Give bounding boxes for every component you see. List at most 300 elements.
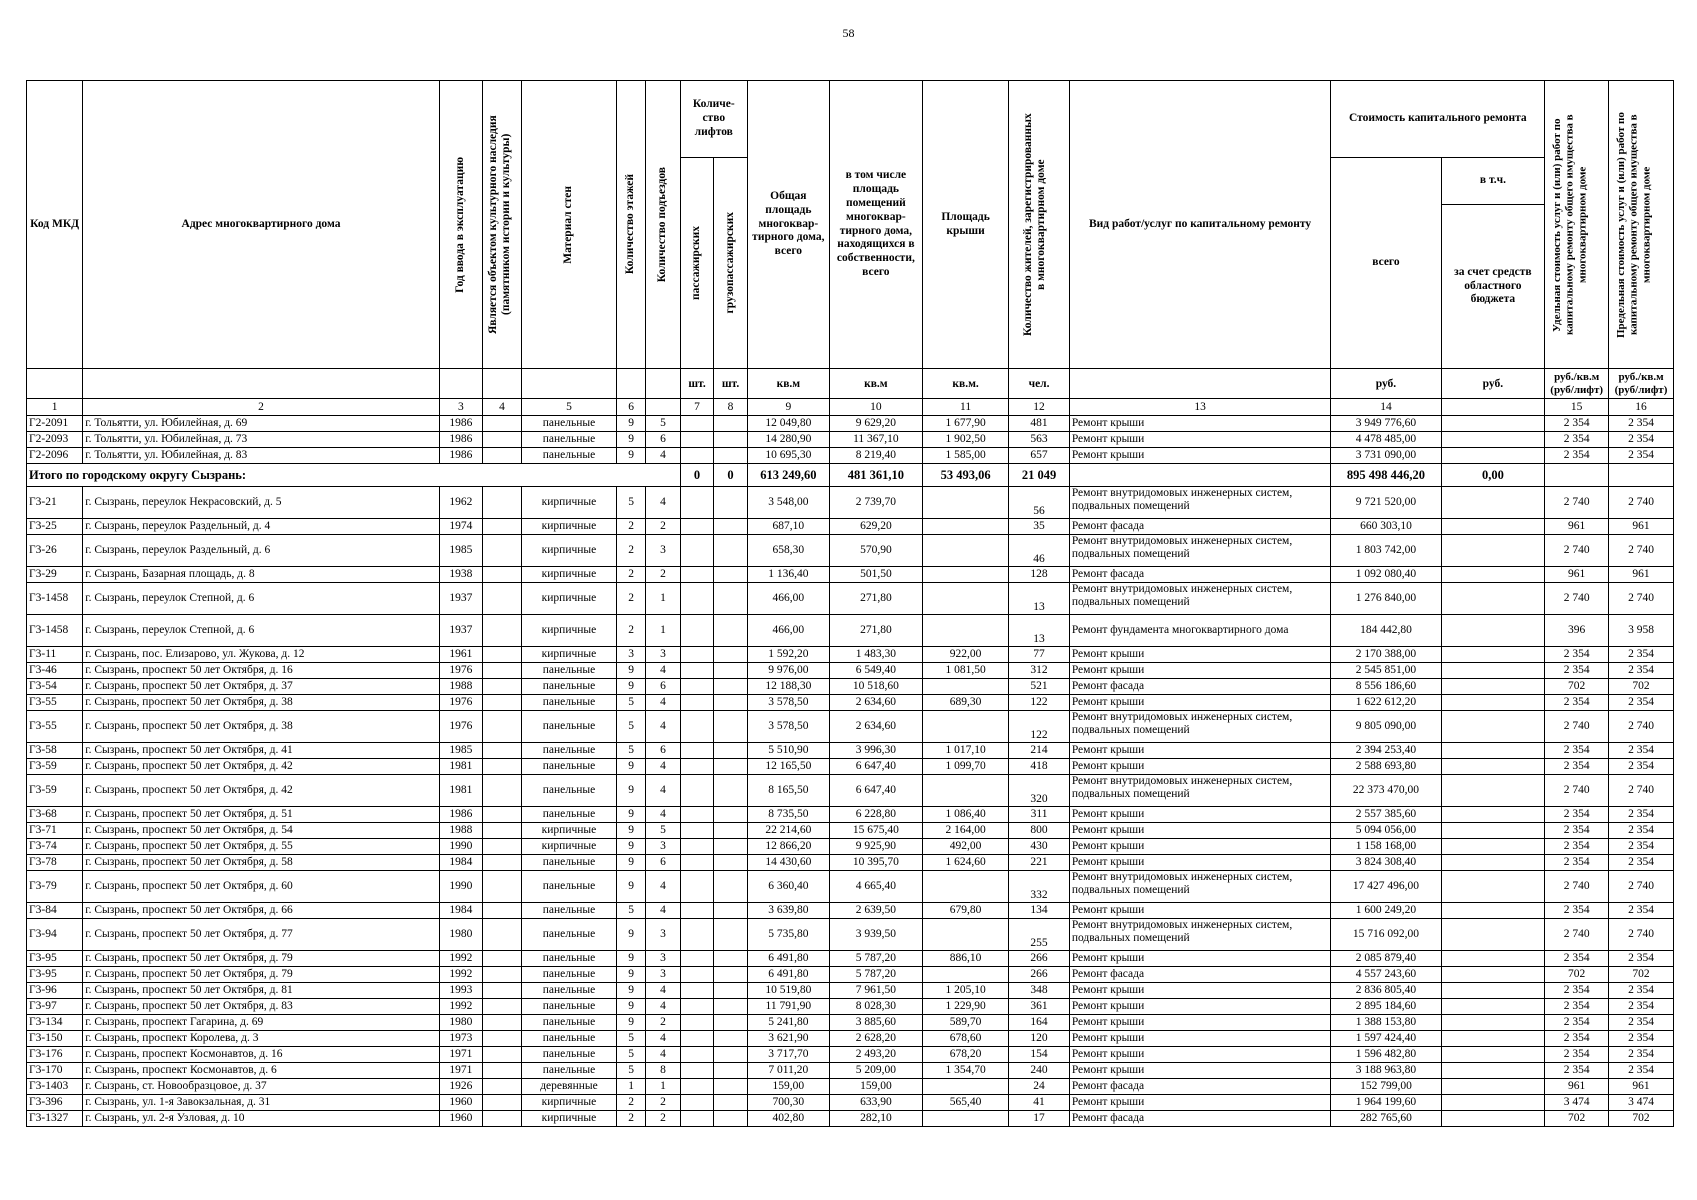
cell-cost: 1 276 840,00 — [1331, 583, 1441, 615]
cell-entrances: 4 — [646, 983, 681, 999]
total-residents: 21 049 — [1009, 464, 1070, 487]
cell-unit-cost: 2 354 — [1545, 903, 1609, 919]
cell-year: 1976 — [439, 695, 482, 711]
cell-code: Г3-11 — [27, 647, 83, 663]
cell-address: г. Сызрань, проспект 50 лет Октября, д. 38 — [83, 695, 440, 711]
cell-cost: 1 964 199,60 — [1331, 1095, 1441, 1111]
cell-max-cost: 2 354 — [1609, 1031, 1674, 1047]
cell-entrances: 4 — [646, 448, 681, 464]
table-row — [27, 1079, 1674, 1095]
cell-total-area: 22 214,60 — [747, 823, 829, 839]
cell-unit-cost: 2 354 — [1545, 663, 1609, 679]
cell-year: 1937 — [439, 583, 482, 615]
cell-owned-area: 8 219,40 — [829, 448, 922, 464]
cell-entrances: 1 — [646, 583, 681, 615]
cell-regional — [1441, 432, 1545, 448]
cell-year: 1988 — [439, 823, 482, 839]
cell-code: Г3-84 — [27, 903, 83, 919]
cell-floors: 2 — [617, 615, 646, 647]
cell-unit-cost: 2 354 — [1545, 999, 1609, 1015]
cell-elev-cargo — [714, 839, 748, 855]
cell-total-area: 10 695,30 — [747, 448, 829, 464]
cell-address: г. Сызрань, Базарная площадь, д. 8 — [83, 567, 440, 583]
cell-residents: 134 — [1009, 903, 1070, 919]
header-address: Адрес многоквартирного дома — [83, 81, 440, 369]
cell-address: г. Сызрань, проспект 50 лет Октября, д. 42 — [83, 775, 440, 807]
cell-address: г. Сызрань, проспект 50 лет Октября, д. 60 — [83, 871, 440, 903]
cell-total-area: 12 188,30 — [747, 679, 829, 695]
cell-unit-cost: 2 354 — [1545, 448, 1609, 464]
cell-unit-cost: 2 354 — [1545, 759, 1609, 775]
cell-regional — [1441, 535, 1545, 567]
cell-cost: 2 557 385,60 — [1331, 807, 1441, 823]
cell-elev-pass — [680, 999, 714, 1015]
header-year: Год ввода в эксплуатацию — [439, 81, 482, 369]
cell-owned-area: 570,90 — [829, 535, 922, 567]
cell-material: панельные — [521, 416, 616, 432]
cell-unit-cost: 961 — [1545, 567, 1609, 583]
cell-floors: 2 — [617, 535, 646, 567]
cell-elev-cargo — [714, 1079, 748, 1095]
cell-elev-pass — [680, 416, 714, 432]
cell-material: панельные — [521, 775, 616, 807]
cell-owned-area: 2 628,20 — [829, 1031, 922, 1047]
cell-material: панельные — [521, 1031, 616, 1047]
cell-heritage — [483, 999, 522, 1015]
cell-residents: 13 — [1009, 615, 1070, 647]
header-cost: Стоимость капитального ремонта — [1331, 81, 1545, 158]
cell-residents: 122 — [1009, 711, 1070, 743]
table-row — [27, 663, 1674, 679]
cell-residents: 13 — [1009, 583, 1070, 615]
cell-residents: 240 — [1009, 1063, 1070, 1079]
cell-address: г. Сызрань, проспект Королева, д. 3 — [83, 1031, 440, 1047]
cell-entrances: 4 — [646, 663, 681, 679]
cell-max-cost: 2 354 — [1609, 416, 1674, 432]
cell-regional — [1441, 743, 1545, 759]
cell-work-type: Ремонт фасада — [1069, 567, 1331, 583]
cell-material: кирпичные — [521, 839, 616, 855]
cell-unit-cost: 2 354 — [1545, 1047, 1609, 1063]
cell-floors: 9 — [617, 855, 646, 871]
cell-elev-cargo — [714, 823, 748, 839]
cell-elev-cargo — [714, 487, 748, 519]
cell-regional — [1441, 1095, 1545, 1111]
cell-max-cost: 2 354 — [1609, 983, 1674, 999]
cell-floors: 5 — [617, 695, 646, 711]
cell-roof-area: 1 081,50 — [922, 663, 1008, 679]
cell-cost: 9 805 090,00 — [1331, 711, 1441, 743]
cell-material: кирпичные — [521, 567, 616, 583]
cell-regional — [1441, 416, 1545, 432]
cell-owned-area: 5 787,20 — [829, 967, 922, 983]
cell-max-cost: 2 354 — [1609, 759, 1674, 775]
cell-floors: 9 — [617, 999, 646, 1015]
cell-entrances: 6 — [646, 743, 681, 759]
cell-heritage — [483, 1047, 522, 1063]
cell-owned-area: 8 028,30 — [829, 999, 922, 1015]
cell-total-area: 10 519,80 — [747, 983, 829, 999]
table-row — [27, 432, 1674, 448]
cell-owned-area: 6 549,40 — [829, 663, 922, 679]
cell-regional — [1441, 567, 1545, 583]
cell-material: кирпичные — [521, 487, 616, 519]
cell-elev-cargo — [714, 448, 748, 464]
table-row — [27, 999, 1674, 1015]
cell-elev-cargo — [714, 807, 748, 823]
cell-material: кирпичные — [521, 1095, 616, 1111]
cell-max-cost: 2 354 — [1609, 999, 1674, 1015]
unit-sqm: кв.м. — [922, 369, 1008, 399]
cell-total-area: 6 360,40 — [747, 871, 829, 903]
cell-unit-cost: 2 354 — [1545, 432, 1609, 448]
cell-elev-pass — [680, 448, 714, 464]
cell-year: 1992 — [439, 967, 482, 983]
header-entrances: Количество подъездов — [646, 81, 681, 369]
cell-address: г. Сызрань, проспект 50 лет Октября, д. 81 — [83, 983, 440, 999]
unit-pcs: шт. — [714, 369, 748, 399]
cell-elev-pass — [680, 1095, 714, 1111]
cell-unit-cost: 2 354 — [1545, 855, 1609, 871]
cell-floors: 2 — [617, 519, 646, 535]
cell-cost: 1 158 168,00 — [1331, 839, 1441, 855]
cell-owned-area: 271,80 — [829, 583, 922, 615]
cell-code: Г3-55 — [27, 711, 83, 743]
cell-elev-pass — [680, 903, 714, 919]
cell-total-area: 14 430,60 — [747, 855, 829, 871]
table-row — [27, 1111, 1674, 1127]
cell-work-type: Ремонт крыши — [1069, 1031, 1331, 1047]
cell-year: 1992 — [439, 999, 482, 1015]
cell-code: Г3-95 — [27, 967, 83, 983]
cell-max-cost: 2 354 — [1609, 432, 1674, 448]
cell-roof-area: 678,20 — [922, 1047, 1008, 1063]
cell-roof-area: 589,70 — [922, 1015, 1008, 1031]
cell-material: панельные — [521, 711, 616, 743]
cell-residents: 348 — [1009, 983, 1070, 999]
cell-address: г. Сызрань, проспект 50 лет Октября, д. 42 — [83, 759, 440, 775]
cell-max-cost: 2 740 — [1609, 487, 1674, 519]
cell-regional — [1441, 807, 1545, 823]
cell-max-cost: 2 354 — [1609, 663, 1674, 679]
cell-floors: 5 — [617, 711, 646, 743]
cell-residents: 46 — [1009, 535, 1070, 567]
header-total-area: Общая площадь многоквар-тирного дома, всего — [747, 81, 829, 369]
table-row — [27, 567, 1674, 583]
header-work-type: Вид работ/услуг по капитальному ремонту — [1069, 81, 1331, 369]
page-number: 58 — [842, 26, 855, 40]
cell-work-type: Ремонт фасада — [1069, 1111, 1331, 1127]
cell-owned-area: 5 209,00 — [829, 1063, 922, 1079]
cell-heritage — [483, 583, 522, 615]
cell-total-area: 6 491,80 — [747, 967, 829, 983]
table-row — [27, 1015, 1674, 1031]
cell-work-type: Ремонт крыши — [1069, 807, 1331, 823]
cell-code: Г3-97 — [27, 999, 83, 1015]
header-cost-total: всего — [1331, 158, 1441, 369]
cell-code: Г3-170 — [27, 1063, 83, 1079]
cell-total-area: 12 866,20 — [747, 839, 829, 855]
cell-year: 1986 — [439, 432, 482, 448]
cell-elev-cargo — [714, 1111, 748, 1127]
cell-elev-pass — [680, 983, 714, 999]
capital-repair-table — [26, 80, 1674, 1127]
cell-regional — [1441, 1047, 1545, 1063]
cell-heritage — [483, 615, 522, 647]
cell-address: г. Сызрань, ул. 2-я Узловая, д. 10 — [83, 1111, 440, 1127]
cell-total-area: 11 791,90 — [747, 999, 829, 1015]
header-unit-cost: Удельная стоимость услуг и (или) работ по капитальному ремонту общего имущества в многоквартирном доме — [1545, 81, 1609, 369]
cell-heritage — [483, 903, 522, 919]
cell-code: Г2-2091 — [27, 416, 83, 432]
cell-total-area: 5 735,80 — [747, 919, 829, 951]
cell-material: кирпичные — [521, 647, 616, 663]
cell-residents: 332 — [1009, 871, 1070, 903]
cell-residents: 657 — [1009, 448, 1070, 464]
cell-heritage — [483, 1031, 522, 1047]
cell-material: панельные — [521, 967, 616, 983]
cell-max-cost: 3 958 — [1609, 615, 1674, 647]
cell-material: панельные — [521, 983, 616, 999]
cell-elev-cargo — [714, 1031, 748, 1047]
table-row — [27, 967, 1674, 983]
cell-max-cost: 2 740 — [1609, 583, 1674, 615]
cell-regional — [1441, 583, 1545, 615]
header-material: Материал стен — [521, 81, 616, 369]
column-number — [646, 399, 681, 416]
cell-cost: 9 721 520,00 — [1331, 487, 1441, 519]
cell-work-type: Ремонт фасада — [1069, 679, 1331, 695]
cell-cost: 1 600 249,20 — [1331, 903, 1441, 919]
column-number: 14 — [1331, 399, 1441, 416]
table-body-top — [27, 416, 1674, 464]
table-row — [27, 855, 1674, 871]
cell-elev-pass — [680, 951, 714, 967]
cell-code: Г3-150 — [27, 1031, 83, 1047]
cell-total-area: 6 491,80 — [747, 951, 829, 967]
cell-floors: 2 — [617, 567, 646, 583]
cell-floors: 9 — [617, 1015, 646, 1031]
cell-elev-pass — [680, 1047, 714, 1063]
column-number: 15 — [1545, 399, 1609, 416]
cell-regional — [1441, 871, 1545, 903]
column-number — [1441, 399, 1545, 416]
cell-elev-pass — [680, 871, 714, 903]
cell-year: 1976 — [439, 711, 482, 743]
unit-people: чел. — [1009, 369, 1070, 399]
cell-year: 1973 — [439, 1031, 482, 1047]
unit-rub: руб. — [1441, 369, 1545, 399]
cell-floors: 1 — [617, 1079, 646, 1095]
column-number: 5 — [521, 399, 616, 416]
column-number: 7 — [680, 399, 714, 416]
cell-heritage — [483, 1095, 522, 1111]
cell-cost: 3 188 963,80 — [1331, 1063, 1441, 1079]
cell-roof-area — [922, 519, 1008, 535]
cell-floors: 3 — [617, 647, 646, 663]
cell-unit-cost: 2 740 — [1545, 535, 1609, 567]
cell-heritage — [483, 663, 522, 679]
unit-rub: руб. — [1331, 369, 1441, 399]
total-section — [27, 464, 1674, 487]
cell-roof-area: 1 017,10 — [922, 743, 1008, 759]
cell-entrances: 5 — [646, 416, 681, 432]
table-row — [27, 647, 1674, 663]
cell-code: Г3-95 — [27, 951, 83, 967]
cell-elev-pass — [680, 807, 714, 823]
cell-elev-pass — [680, 775, 714, 807]
cell-elev-cargo — [714, 967, 748, 983]
cell-elev-cargo — [714, 871, 748, 903]
cell-heritage — [483, 535, 522, 567]
cell-residents: 56 — [1009, 487, 1070, 519]
cell-roof-area — [922, 919, 1008, 951]
cell-unit-cost: 961 — [1545, 1079, 1609, 1095]
cell-year: 1993 — [439, 983, 482, 999]
cell-work-type: Ремонт крыши — [1069, 695, 1331, 711]
cell-elev-pass — [680, 711, 714, 743]
cell-entrances: 6 — [646, 432, 681, 448]
cell-material: кирпичные — [521, 823, 616, 839]
cell-total-area: 5 241,80 — [747, 1015, 829, 1031]
cell-cost: 1 622 612,20 — [1331, 695, 1441, 711]
cell-heritage — [483, 487, 522, 519]
cell-total-area: 687,10 — [747, 519, 829, 535]
cell-elev-cargo — [714, 1063, 748, 1079]
cell-residents: 320 — [1009, 775, 1070, 807]
cell-elev-pass — [680, 855, 714, 871]
unit-rub-sqm: руб./кв.м (руб/лифт) — [1545, 369, 1609, 399]
cell-roof-area — [922, 775, 1008, 807]
table-row — [27, 839, 1674, 855]
cell-elev-cargo — [714, 567, 748, 583]
cell-address: г. Сызрань, проспект 50 лет Октября, д. 79 — [83, 967, 440, 983]
cell-elev-cargo — [714, 711, 748, 743]
unit-rub-sqm: руб./кв.м (руб/лифт) — [1609, 369, 1674, 399]
cell-elev-cargo — [714, 743, 748, 759]
cell-work-type: Ремонт крыши — [1069, 743, 1331, 759]
column-number: 9 — [747, 399, 829, 416]
unit-sqm: кв.м — [829, 369, 922, 399]
cell-address: г. Сызрань, пос. Елизарово, ул. Жукова, д. 12 — [83, 647, 440, 663]
column-number: 4 — [483, 399, 522, 416]
table-row — [27, 919, 1674, 951]
cell-max-cost: 702 — [1609, 679, 1674, 695]
cell-elev-pass — [680, 919, 714, 951]
cell-entrances: 4 — [646, 1047, 681, 1063]
cell-address: г. Сызрань, проспект 50 лет Октября, д. 83 — [83, 999, 440, 1015]
cell-floors: 9 — [617, 807, 646, 823]
cell-entrances: 4 — [646, 999, 681, 1015]
cell-regional — [1441, 1111, 1545, 1127]
cell-regional — [1441, 951, 1545, 967]
cell-work-type: Ремонт крыши — [1069, 1015, 1331, 1031]
cell-work-type: Ремонт внутридомовых инженерных систем, подвальных помещений — [1069, 775, 1331, 807]
cell-residents: 266 — [1009, 967, 1070, 983]
cell-roof-area: 1 099,70 — [922, 759, 1008, 775]
cell-heritage — [483, 1015, 522, 1031]
cell-work-type: Ремонт крыши — [1069, 823, 1331, 839]
cell-work-type: Ремонт фасада — [1069, 519, 1331, 535]
cell-cost: 22 373 470,00 — [1331, 775, 1441, 807]
cell-roof-area — [922, 567, 1008, 583]
cell-residents: 563 — [1009, 432, 1070, 448]
cell-elev-pass — [680, 615, 714, 647]
cell-elev-cargo — [714, 663, 748, 679]
cell-roof-area: 678,60 — [922, 1031, 1008, 1047]
cell-material: панельные — [521, 871, 616, 903]
cell-max-cost: 2 740 — [1609, 871, 1674, 903]
table-row — [27, 416, 1674, 432]
column-numbers-row — [27, 399, 1674, 416]
cell-floors: 5 — [617, 1031, 646, 1047]
cell-total-area: 1 136,40 — [747, 567, 829, 583]
cell-material: панельные — [521, 1063, 616, 1079]
cell-year: 1986 — [439, 807, 482, 823]
table-header — [27, 81, 1674, 416]
cell-code: Г2-2096 — [27, 448, 83, 464]
cell-entrances: 3 — [646, 951, 681, 967]
total-roof: 53 493,06 — [922, 464, 1008, 487]
cell-heritage — [483, 432, 522, 448]
cell-entrances: 8 — [646, 1063, 681, 1079]
cell-floors: 9 — [617, 759, 646, 775]
cell-code: Г3-176 — [27, 1047, 83, 1063]
cell-cost: 2 895 184,60 — [1331, 999, 1441, 1015]
cell-max-cost: 2 354 — [1609, 1063, 1674, 1079]
header-elev-cargo: грузопассажирских — [714, 158, 748, 369]
cell-address: г. Сызрань, ст. Новообразцовое, д. 37 — [83, 1079, 440, 1095]
cell-floors: 9 — [617, 679, 646, 695]
cell-elev-pass — [680, 583, 714, 615]
cell-residents: 481 — [1009, 416, 1070, 432]
table-row — [27, 823, 1674, 839]
cell-unit-cost: 2 740 — [1545, 583, 1609, 615]
cell-cost: 1 803 742,00 — [1331, 535, 1441, 567]
cell-owned-area: 3 996,30 — [829, 743, 922, 759]
total-area: 613 249,60 — [747, 464, 829, 487]
cell-address: г. Сызрань, переулок Степной, д. 6 — [83, 615, 440, 647]
cell-owned-area: 9 925,90 — [829, 839, 922, 855]
cell-elev-pass — [680, 663, 714, 679]
cell-entrances: 2 — [646, 519, 681, 535]
cell-owned-area: 7 961,50 — [829, 983, 922, 999]
cell-material: панельные — [521, 999, 616, 1015]
cell-roof-area — [922, 535, 1008, 567]
cell-year: 1962 — [439, 487, 482, 519]
cell-work-type: Ремонт крыши — [1069, 903, 1331, 919]
cell-entrances: 5 — [646, 823, 681, 839]
cell-roof-area — [922, 1111, 1008, 1127]
cell-regional — [1441, 919, 1545, 951]
cell-code: Г3-396 — [27, 1095, 83, 1111]
cell-heritage — [483, 711, 522, 743]
cell-year: 1980 — [439, 1015, 482, 1031]
cell-regional — [1441, 519, 1545, 535]
cell-unit-cost: 2 740 — [1545, 711, 1609, 743]
cell-owned-area: 2 634,60 — [829, 711, 922, 743]
table-row — [27, 903, 1674, 919]
cell-elev-cargo — [714, 679, 748, 695]
cell-year: 1980 — [439, 919, 482, 951]
cell-elev-cargo — [714, 775, 748, 807]
cell-cost: 2 588 693,80 — [1331, 759, 1441, 775]
cell-residents: 255 — [1009, 919, 1070, 951]
cell-code: Г3-134 — [27, 1015, 83, 1031]
cell-roof-area — [922, 583, 1008, 615]
cell-floors: 9 — [617, 951, 646, 967]
cell-entrances: 2 — [646, 1111, 681, 1127]
